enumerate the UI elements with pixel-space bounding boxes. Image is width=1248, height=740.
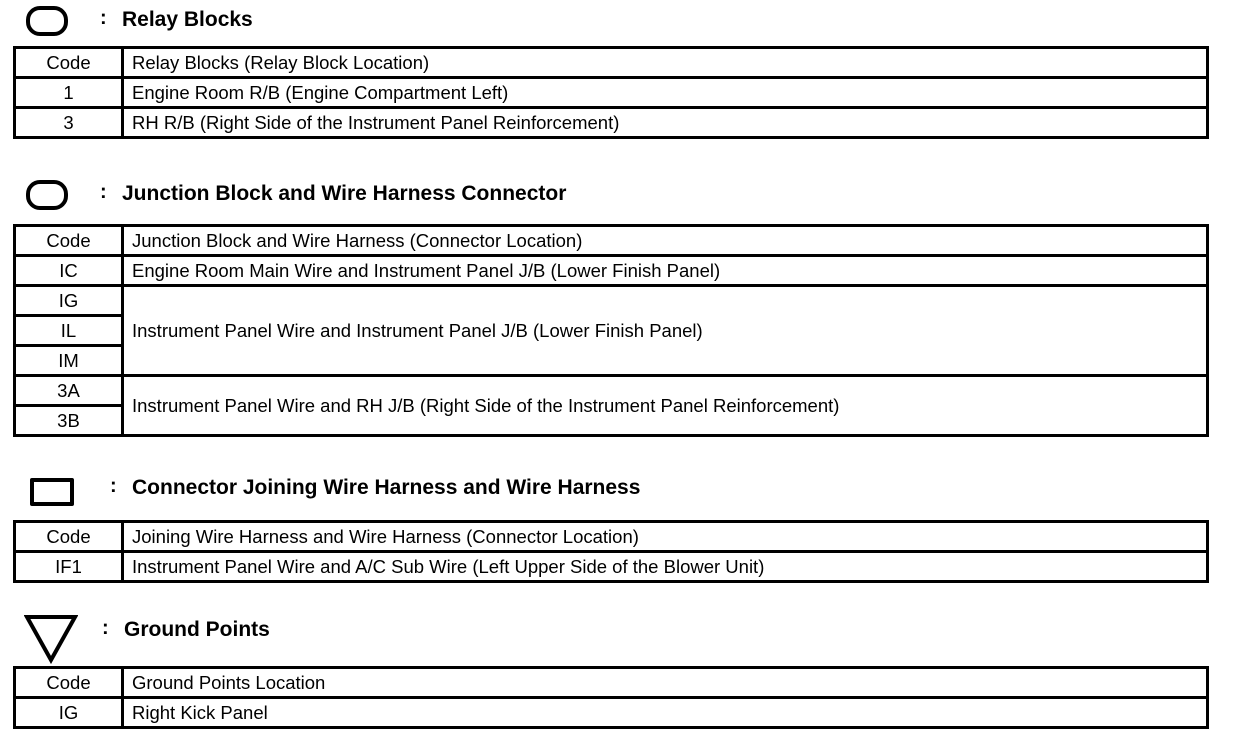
code-cell: IC <box>15 256 123 286</box>
ground-points-table <box>13 666 1209 729</box>
table-header-row <box>15 226 1208 256</box>
desc-cell: Engine Room R/B (Engine Compartment Left) <box>123 78 1208 108</box>
code-header: Code <box>15 48 123 78</box>
table-row <box>15 376 1208 406</box>
section-title: Junction Block and Wire Harness Connector <box>122 182 567 205</box>
rectangle-symbol-icon <box>30 478 74 506</box>
desc-cell: Instrument Panel Wire and A/C Sub Wire (Left Upper Side of the Blower Unit) <box>123 552 1208 582</box>
desc-header: Ground Points Location <box>123 668 1208 698</box>
code-cell: 3B <box>15 406 123 436</box>
separator: : <box>100 181 107 203</box>
code-cell: 3 <box>15 108 123 138</box>
desc-cell: Engine Room Main Wire and Instrument Panel J/B (Lower Finish Panel) <box>123 256 1208 286</box>
junction-block-table <box>13 224 1209 437</box>
desc-cell: Instrument Panel Wire and Instrument Panel J/B (Lower Finish Panel) <box>123 286 1208 376</box>
rounded-rect-symbol-icon <box>26 6 68 36</box>
table-row <box>15 698 1208 728</box>
code-cell: IL <box>15 316 123 346</box>
separator: : <box>100 7 107 29</box>
code-header: Code <box>15 668 123 698</box>
oval-symbol-icon <box>26 180 68 210</box>
table-row <box>15 108 1208 138</box>
desc-header: Junction Block and Wire Harness (Connector Location) <box>123 226 1208 256</box>
table-header-row <box>15 48 1208 78</box>
connector-joining-table <box>13 520 1209 583</box>
section-title: Ground Points <box>124 618 270 641</box>
table-header-row <box>15 668 1208 698</box>
separator: : <box>110 475 117 497</box>
table-row <box>15 78 1208 108</box>
code-header: Code <box>15 522 123 552</box>
section-title: Connector Joining Wire Harness and Wire Harness <box>132 476 641 499</box>
table-row <box>15 552 1208 582</box>
desc-header: Relay Blocks (Relay Block Location) <box>123 48 1208 78</box>
code-cell: IM <box>15 346 123 376</box>
desc-cell: Right Kick Panel <box>123 698 1208 728</box>
desc-cell: Instrument Panel Wire and RH J/B (Right Side of the Instrument Panel Reinforcement) <box>123 376 1208 436</box>
code-cell: IF1 <box>15 552 123 582</box>
separator: : <box>102 617 109 639</box>
section-header-relay-blocks <box>0 2 1248 38</box>
code-cell: 3A <box>15 376 123 406</box>
code-cell: IG <box>15 698 123 728</box>
section-header-ground-points <box>0 612 1248 648</box>
section-header-junction-block <box>0 176 1248 212</box>
desc-cell: RH R/B (Right Side of the Instrument Panel Reinforcement) <box>123 108 1208 138</box>
section-title: Relay Blocks <box>122 8 253 31</box>
code-header: Code <box>15 226 123 256</box>
relay-blocks-table <box>13 46 1209 139</box>
table-row <box>15 256 1208 286</box>
desc-header: Joining Wire Harness and Wire Harness (Connector Location) <box>123 522 1208 552</box>
triangle-symbol-icon <box>24 614 78 664</box>
section-header-connector-joining <box>0 470 1248 506</box>
table-row <box>15 286 1208 316</box>
table-header-row <box>15 522 1208 552</box>
code-cell: IG <box>15 286 123 316</box>
code-cell: 1 <box>15 78 123 108</box>
